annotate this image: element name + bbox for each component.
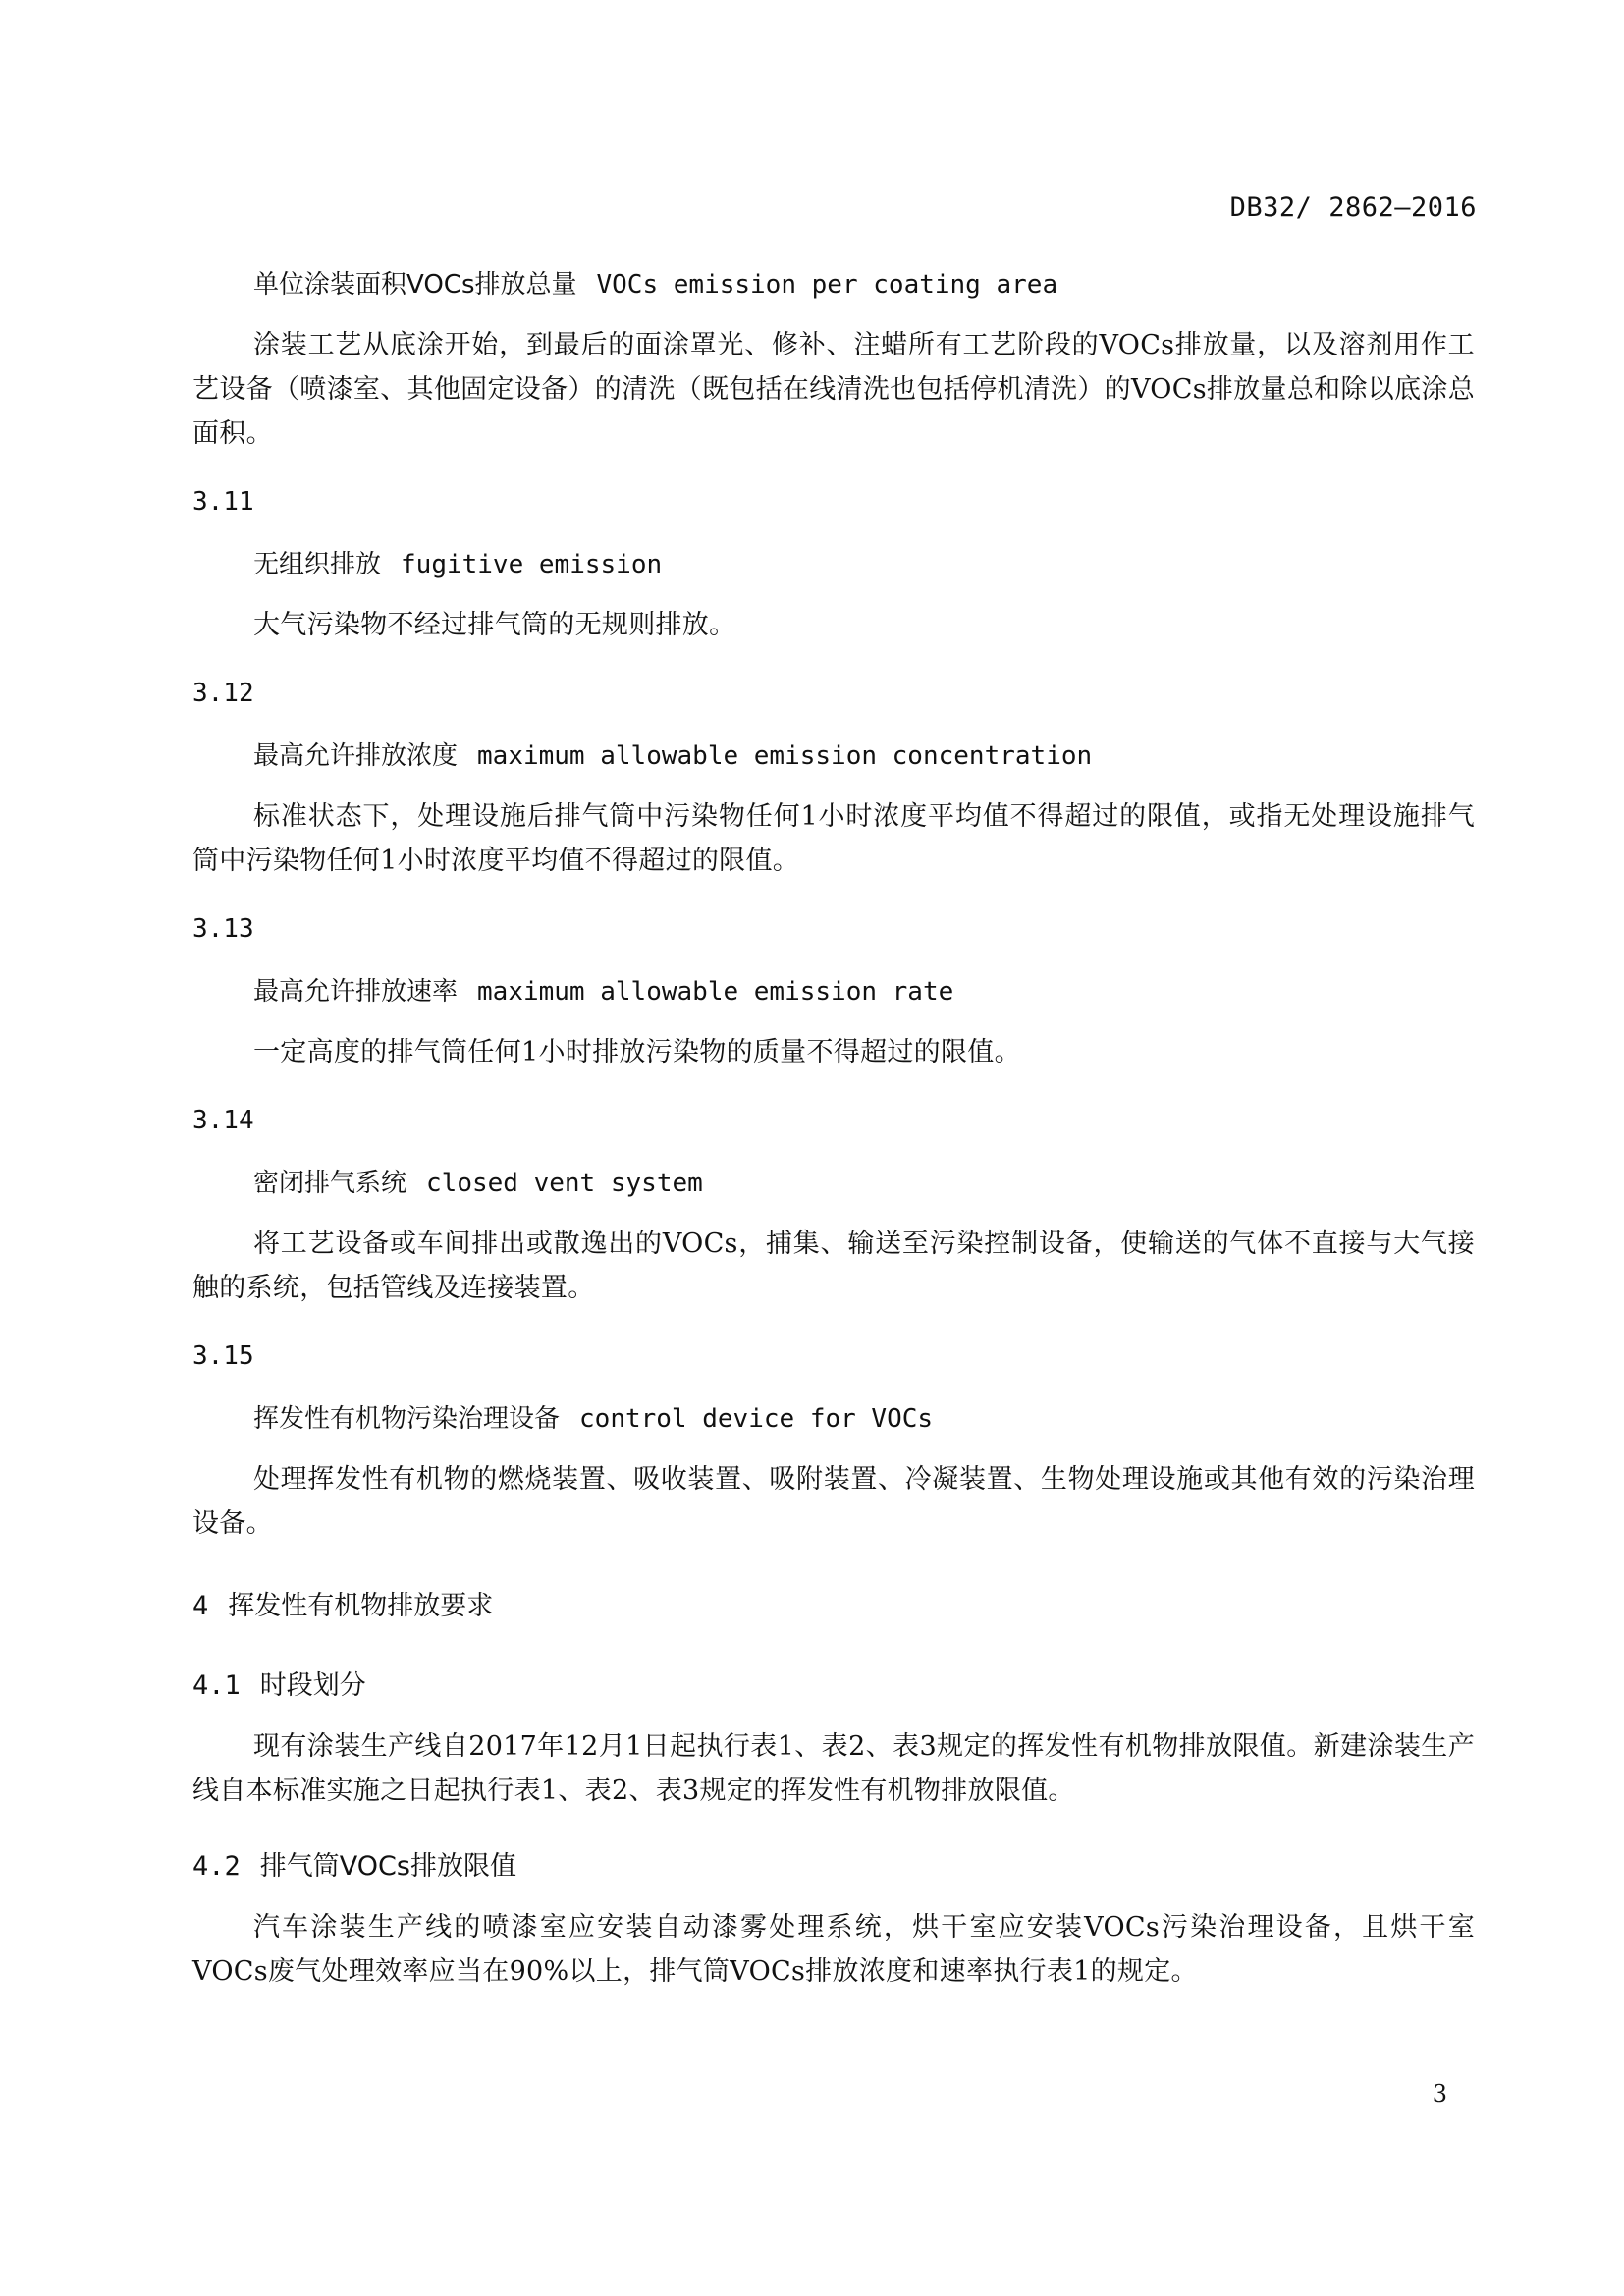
subsection-text: 现有涂装生产线自2017年12月1日起执行表1、表2、表3规定的挥发性有机物排放限值。新建涂装生产线自本标准实施之日起执行表1、表2、表3规定的挥发性有机物排放限值。 [192, 1731, 1475, 1806]
term-english: VOCs emission per coating area [596, 270, 1058, 300]
clause-number: 3.11 [192, 487, 254, 517]
page-content [192, 260, 1475, 1994]
term-heading [253, 540, 1475, 589]
term-english: closed vent system [426, 1169, 703, 1198]
term-chinese: 挥发性有机物污染治理设备 [253, 1404, 561, 1434]
term-heading [253, 1159, 1475, 1208]
subsection-title: 时段划分 [259, 1670, 366, 1701]
term-definition: 一定高度的排气筒任何1小时排放污染物的质量不得超过的限值。 [253, 1037, 1021, 1067]
term-heading [253, 732, 1475, 781]
page-number: 3 [1432, 2080, 1447, 2107]
clause-number: 3.14 [192, 1106, 254, 1135]
term-chinese: 密闭排气系统 [253, 1169, 407, 1198]
subsection-number: 4.1 [192, 1670, 241, 1701]
term-english: maximum allowable emission rate [477, 977, 954, 1007]
term-chinese: 最高允许排放浓度 [253, 741, 459, 771]
clause-number: 3.13 [192, 914, 254, 944]
section-title: 挥发性有机物排放要求 [228, 1591, 494, 1621]
term-definition: 涂装工艺从底涂开始，到最后的面涂罩光、修补、注蜡所有工艺阶段的VOCs排放量，以及溶剂用作工艺设备（喷漆室、其他固定设备）的清洗（既包括在线清洗也包括停机清洗）的VOCs排放量总和除以底涂总面积。 [192, 330, 1475, 449]
subsection-heading [192, 1842, 1475, 1891]
term-heading [253, 1394, 1475, 1444]
term-definition: 将工艺设备或车间排出或散逸出的VOCs，捕集、输送至污染控制设备，使输送的气体不直接与大气接触的系统，包括管线及连接装置。 [192, 1229, 1475, 1303]
term-definition: 大气污染物不经过排气筒的无规则排放。 [253, 610, 736, 640]
term-chinese: 单位涂装面积VOCs排放总量 [253, 270, 577, 300]
subsection-heading [192, 1662, 1475, 1711]
clause-number: 3.12 [192, 679, 254, 708]
term-english: maximum allowable emission concentration [477, 741, 1093, 771]
term-definition: 标准状态下，处理设施后排气筒中污染物任何1小时浓度平均值不得超过的限值，或指无处理设施排气筒中污染物任何1小时浓度平均值不得超过的限值。 [192, 801, 1475, 876]
document-code: DB32/ 2862—2016 [1229, 192, 1477, 223]
subsection-number: 4.2 [192, 1851, 241, 1882]
term-heading [253, 260, 1475, 309]
subsection-text: 汽车涂装生产线的喷漆室应安装自动漆雾处理系统，烘干室应安装VOCs污染治理设备，且烘干室VOCs废气处理效率应当在90%以上，排气筒VOCs排放浓度和速率执行表1的规定。 [192, 1912, 1475, 1987]
term-english: fugitive emission [401, 550, 663, 579]
section-heading [192, 1581, 1475, 1632]
term-definition: 处理挥发性有机物的燃烧装置、吸收装置、吸附装置、冷凝装置、生物处理设施或其他有效的污染治理设备。 [192, 1464, 1475, 1539]
term-heading [253, 967, 1475, 1016]
subsection-title: 排气筒VOCs排放限值 [259, 1851, 516, 1882]
term-chinese: 无组织排放 [253, 550, 382, 579]
section-number: 4 [192, 1591, 209, 1621]
clause-number: 3.15 [192, 1341, 254, 1371]
term-chinese: 最高允许排放速率 [253, 977, 459, 1007]
term-english: control device for VOCs [579, 1404, 934, 1434]
